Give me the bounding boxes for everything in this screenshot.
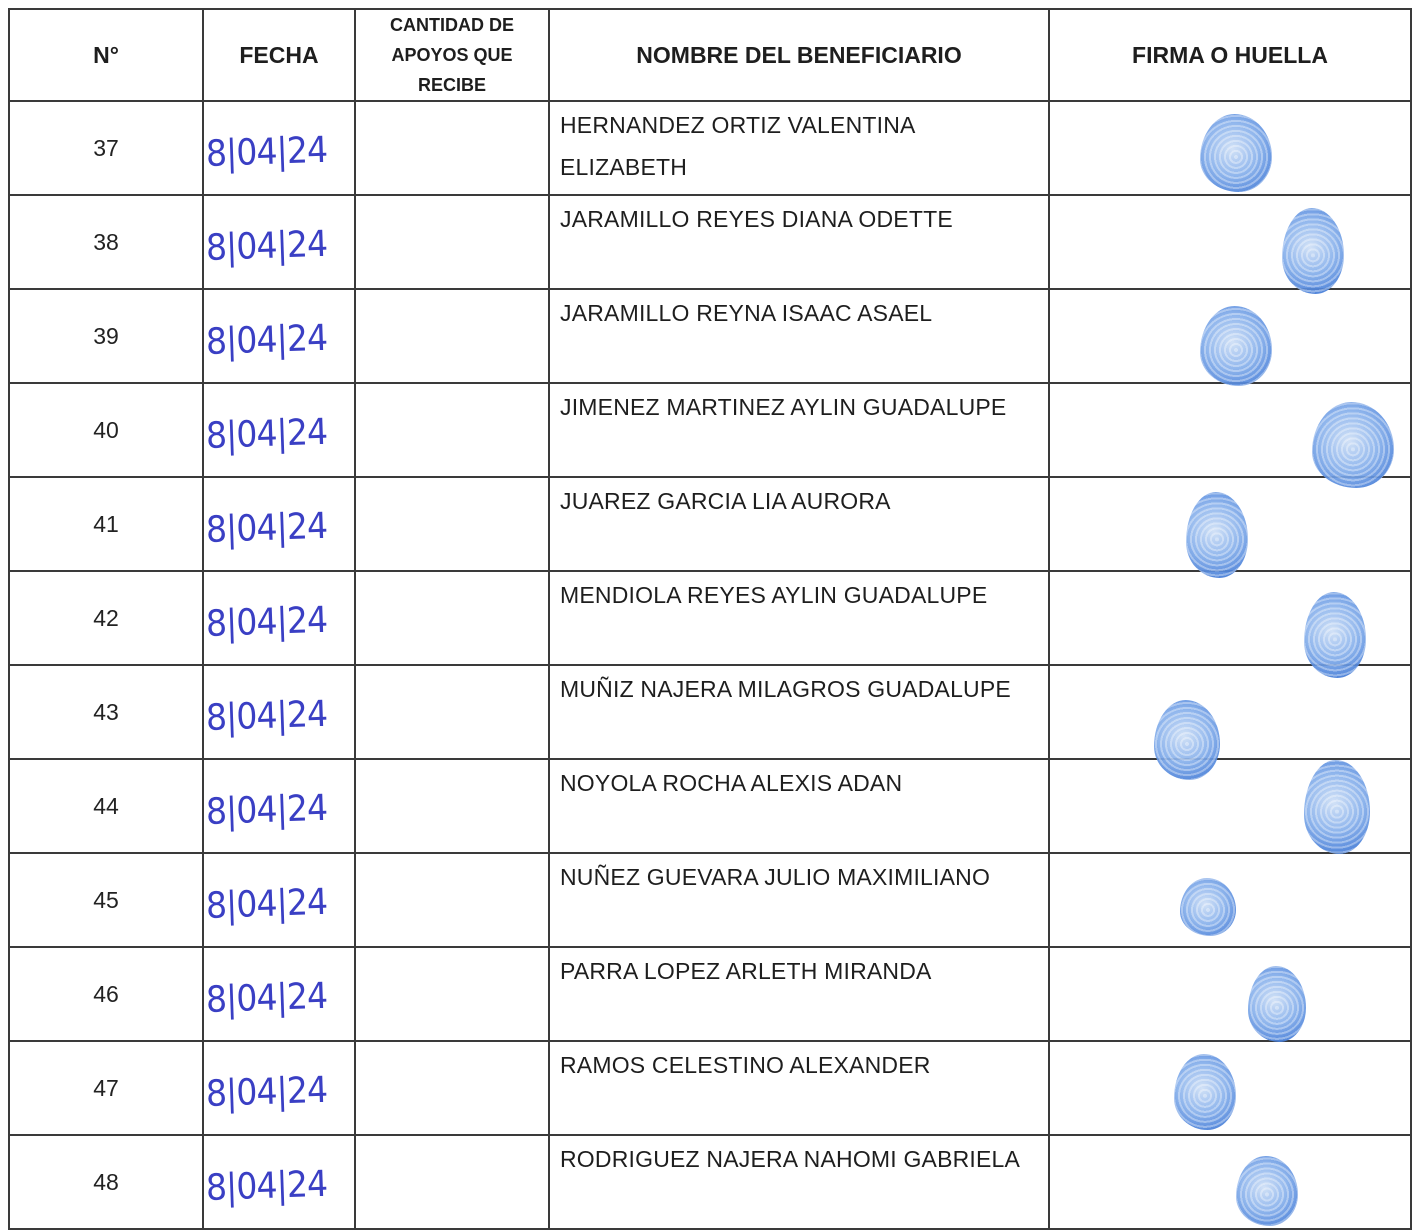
row-quantity	[355, 759, 549, 853]
row-number: 42	[9, 571, 203, 665]
fingerprint-icon	[1186, 492, 1248, 578]
row-date	[203, 947, 355, 1041]
row-signature	[1049, 195, 1411, 289]
row-date	[203, 101, 355, 195]
row-date	[203, 853, 355, 947]
row-date	[203, 477, 355, 571]
handwritten-date: 8|04|24	[205, 505, 328, 551]
table-row	[9, 195, 1411, 289]
row-quantity	[355, 1041, 549, 1135]
row-number: 46	[9, 947, 203, 1041]
row-number: 41	[9, 477, 203, 571]
fingerprint-icon	[1282, 208, 1344, 294]
header-quantity-line3: RECIBE	[417, 75, 486, 95]
row-quantity	[355, 853, 549, 947]
row-beneficiary-name: MUÑIZ NAJERA MILAGROS GUADALUPE	[549, 665, 1049, 759]
row-number: 39	[9, 289, 203, 383]
handwritten-date: 8|04|24	[205, 599, 328, 645]
table-row	[9, 1041, 1411, 1135]
table-row	[9, 571, 1411, 665]
row-beneficiary-name: NUÑEZ GUEVARA JULIO MAXIMILIANO	[549, 853, 1049, 947]
row-quantity	[355, 289, 549, 383]
handwritten-date: 8|04|24	[205, 411, 328, 457]
table-header-row	[9, 9, 1411, 101]
row-quantity	[355, 383, 549, 477]
fingerprint-icon	[1174, 1054, 1236, 1130]
row-signature	[1049, 101, 1411, 195]
row-date	[203, 383, 355, 477]
row-beneficiary-name: HERNANDEZ ORTIZ VALENTINA ELIZABETH	[549, 101, 1049, 195]
row-beneficiary-name: RAMOS CELESTINO ALEXANDER	[549, 1041, 1049, 1135]
fingerprint-icon	[1248, 966, 1306, 1042]
row-signature	[1049, 947, 1411, 1041]
header-date: FECHA	[203, 9, 355, 101]
row-beneficiary-name: RODRIGUEZ NAJERA NAHOMI GABRIELA	[549, 1135, 1049, 1229]
fingerprint-icon	[1304, 760, 1370, 854]
handwritten-date: 8|04|24	[205, 223, 328, 269]
row-number: 37	[9, 101, 203, 195]
row-date	[203, 759, 355, 853]
handwritten-date: 8|04|24	[205, 881, 328, 927]
row-date	[203, 665, 355, 759]
row-date	[203, 289, 355, 383]
row-date	[203, 195, 355, 289]
fingerprint-icon	[1200, 114, 1272, 192]
beneficiary-table	[8, 8, 1412, 1230]
table-row	[9, 665, 1411, 759]
table-row	[9, 759, 1411, 853]
handwritten-date: 8|04|24	[205, 317, 328, 363]
row-signature	[1049, 665, 1411, 759]
header-beneficiary-name: NOMBRE DEL BENEFICIARIO	[549, 9, 1049, 101]
header-number: N°	[9, 9, 203, 101]
row-number: 45	[9, 853, 203, 947]
table-body	[9, 101, 1411, 1229]
row-quantity	[355, 101, 549, 195]
row-number: 38	[9, 195, 203, 289]
row-quantity	[355, 1135, 549, 1229]
handwritten-date: 8|04|24	[205, 975, 328, 1021]
table-row	[9, 383, 1411, 477]
row-number: 40	[9, 383, 203, 477]
row-beneficiary-name: JUAREZ GARCIA LIA AURORA	[549, 477, 1049, 571]
fingerprint-icon	[1180, 878, 1236, 936]
header-quantity-line2: APOYOS QUE	[391, 45, 513, 65]
row-signature	[1049, 853, 1411, 947]
row-quantity	[355, 571, 549, 665]
row-signature	[1049, 383, 1411, 477]
fingerprint-icon	[1236, 1156, 1298, 1226]
fingerprint-icon	[1200, 306, 1272, 386]
row-beneficiary-name: MENDIOLA REYES AYLIN GUADALUPE	[549, 571, 1049, 665]
header-quantity	[355, 9, 549, 101]
row-number: 48	[9, 1135, 203, 1229]
header-signature: FIRMA O HUELLA	[1049, 9, 1411, 101]
table-row	[9, 101, 1411, 195]
row-beneficiary-name: JARAMILLO REYNA ISAAC ASAEL	[549, 289, 1049, 383]
row-date	[203, 1135, 355, 1229]
row-signature	[1049, 1041, 1411, 1135]
table-row	[9, 1135, 1411, 1229]
table-row	[9, 947, 1411, 1041]
handwritten-date: 8|04|24	[205, 129, 328, 175]
row-signature	[1049, 759, 1411, 853]
row-quantity	[355, 947, 549, 1041]
row-date	[203, 1041, 355, 1135]
row-number: 43	[9, 665, 203, 759]
handwritten-date: 8|04|24	[205, 693, 328, 739]
row-signature	[1049, 289, 1411, 383]
row-signature	[1049, 477, 1411, 571]
header-quantity-line1: CANTIDAD DE	[390, 15, 514, 35]
table-row	[9, 477, 1411, 571]
row-quantity	[355, 477, 549, 571]
row-signature	[1049, 571, 1411, 665]
row-beneficiary-name: PARRA LOPEZ ARLETH MIRANDA	[549, 947, 1049, 1041]
row-beneficiary-name: NOYOLA ROCHA ALEXIS ADAN	[549, 759, 1049, 853]
row-signature	[1049, 1135, 1411, 1229]
handwritten-date: 8|04|24	[205, 787, 328, 833]
handwritten-date: 8|04|24	[205, 1069, 328, 1115]
row-date	[203, 571, 355, 665]
row-number: 44	[9, 759, 203, 853]
handwritten-date: 8|04|24	[205, 1163, 328, 1209]
row-beneficiary-name: JARAMILLO REYES DIANA ODETTE	[549, 195, 1049, 289]
row-quantity	[355, 665, 549, 759]
row-quantity	[355, 195, 549, 289]
table-row	[9, 289, 1411, 383]
table-row	[9, 853, 1411, 947]
row-beneficiary-name: JIMENEZ MARTINEZ AYLIN GUADALUPE	[549, 383, 1049, 477]
row-number: 47	[9, 1041, 203, 1135]
fingerprint-icon	[1312, 402, 1394, 488]
